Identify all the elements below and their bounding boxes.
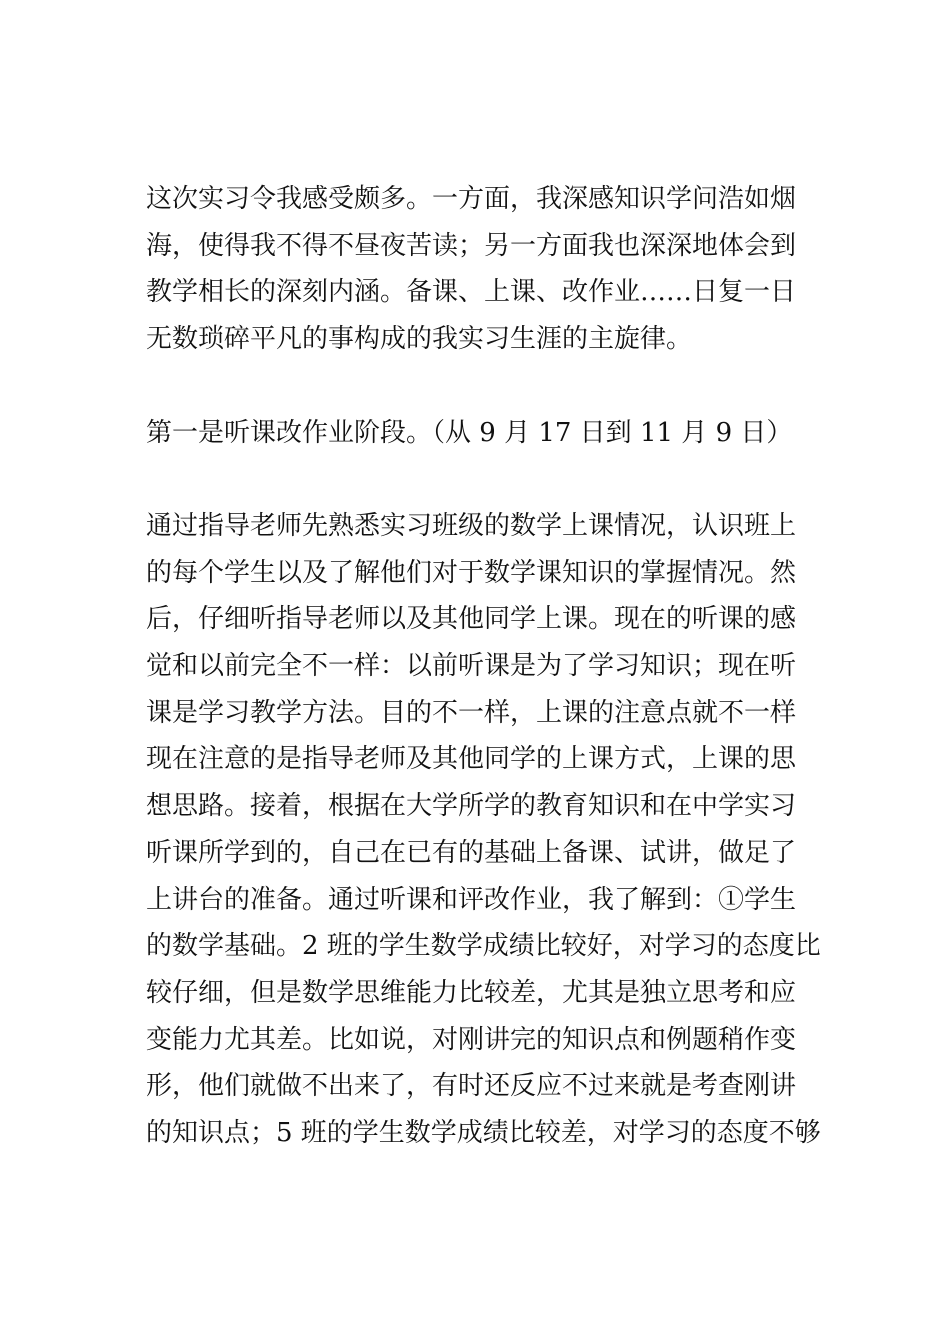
text-line: 这次实习令我感受颇多。一方面，我深感知识学问浩如烟 bbox=[146, 184, 797, 214]
text-line: 的每个学生以及了解他们对于数学课知识的掌握情况。然 bbox=[146, 557, 797, 588]
paragraph-stage-heading bbox=[146, 410, 808, 457]
text-line: 形，他们就做不出来了，有时还反应不过来就是考查刚讲 bbox=[146, 1071, 797, 1102]
text-line: 觉和以前完全不一样：以前听课是为了学习知识；现在听 bbox=[146, 651, 797, 681]
text-line: 教学相长的深刻内涵。备课、上课、改作业……日复一日 bbox=[146, 277, 797, 308]
text-line: 较仔细，但是数学思维能力比较差，尤其是独立思考和应 bbox=[146, 977, 797, 1008]
text-line: 的数学基础。2 班的学生数学成绩比较好，对学习的态度比 bbox=[146, 931, 821, 962]
text-line: 无数琐碎平凡的事构成的我实习生涯的主旋律。 bbox=[146, 324, 693, 355]
text-line: 后，仔细听指导老师以及其他同学上课。现在的听课的感 bbox=[146, 604, 797, 635]
text-line: 第一是听课改作业阶段。（从 9 月 17 日到 11 月 9 日） bbox=[146, 417, 793, 448]
text-line: 听课所学到的，自己在已有的基础上备课、试讲，做足了 bbox=[146, 837, 797, 868]
text-line: 海，使得我不得不昼夜苦读；另一方面我也深深地体会到 bbox=[146, 230, 797, 261]
paragraph-intro bbox=[146, 176, 808, 363]
text-line: 变能力尤其差。比如说，对刚讲完的知识点和例题稍作变 bbox=[146, 1024, 797, 1055]
text-line: 想思路。接着，根据在大学所学的教育知识和在中学实习 bbox=[146, 791, 797, 822]
paragraph-stage-detail bbox=[146, 503, 821, 1157]
text-line: 课是学习教学方法。目的不一样，上课的注意点就不一样 bbox=[146, 697, 797, 728]
text-line: 现在注意的是指导老师及其他同学的上课方式，上课的思 bbox=[146, 744, 797, 775]
text-line: 上讲台的准备。通过听课和评改作业，我了解到：①学生 bbox=[146, 884, 797, 915]
text-line: 通过指导老师先熟悉实习班级的数学上课情况，认识班上 bbox=[146, 510, 797, 541]
text-line: 的知识点；5 班的学生数学成绩比较差，对学习的态度不够 bbox=[146, 1118, 821, 1149]
document-body bbox=[146, 176, 821, 1157]
